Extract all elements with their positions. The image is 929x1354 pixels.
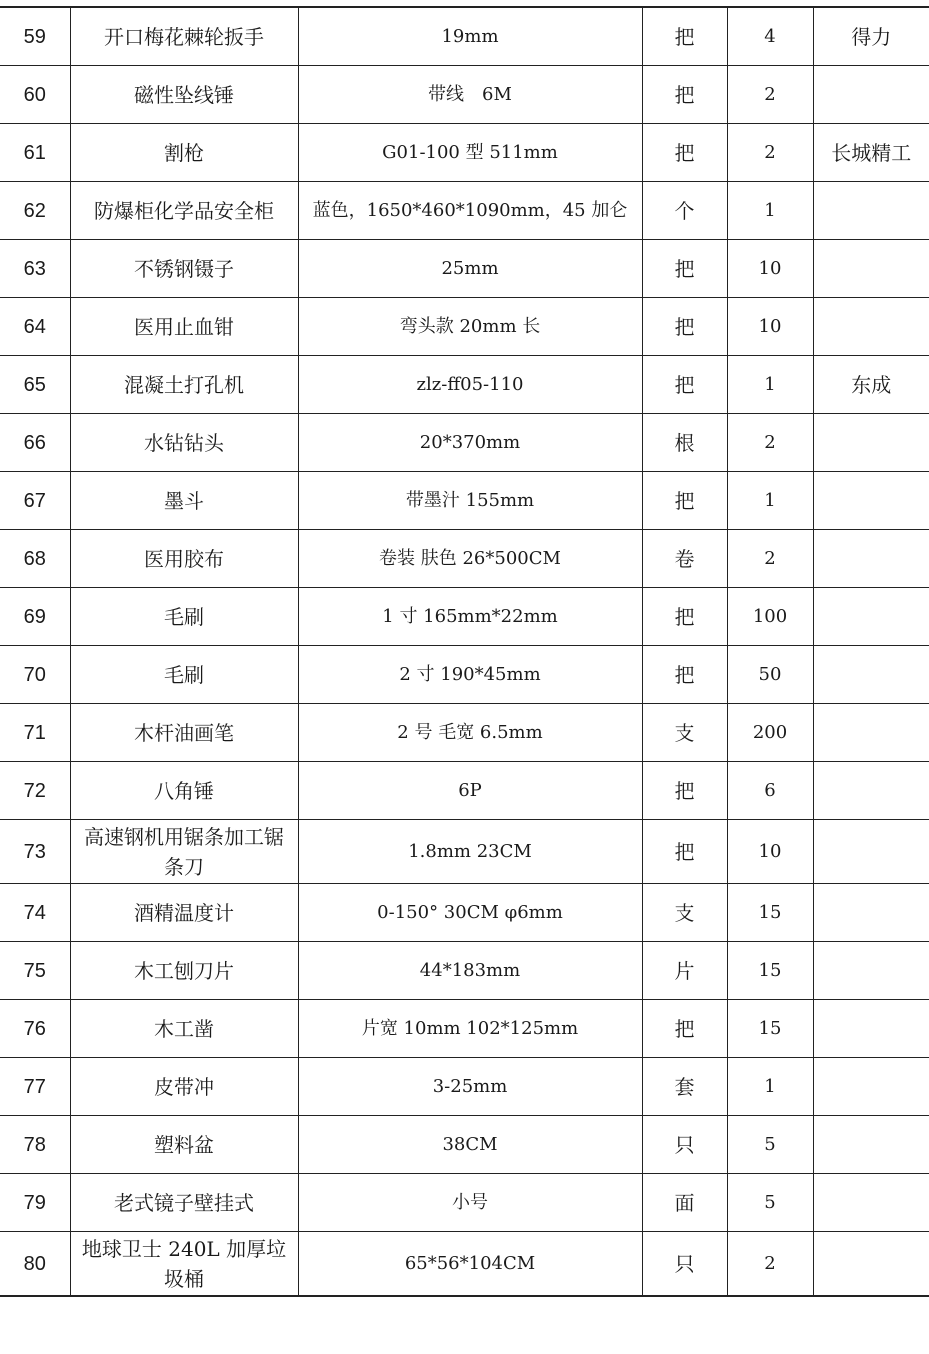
item-quantity-cell: 5 <box>727 1174 813 1232</box>
item-brand-cell <box>813 884 929 942</box>
item-quantity-cell: 6 <box>727 762 813 820</box>
item-unit-cell: 支 <box>642 704 727 762</box>
item-brand-cell <box>813 414 929 472</box>
table-row <box>0 472 929 530</box>
item-name-cell: 八角锤 <box>70 762 298 820</box>
item-name-cell: 毛刷 <box>70 588 298 646</box>
item-quantity-cell: 1 <box>727 1058 813 1116</box>
table-row <box>0 1232 929 1297</box>
item-brand-cell <box>813 472 929 530</box>
item-unit-cell: 根 <box>642 414 727 472</box>
item-name-cell: 不锈钢镊子 <box>70 240 298 298</box>
item-brand-cell <box>813 1174 929 1232</box>
item-brand-cell <box>813 1058 929 1116</box>
row-number-cell: 60 <box>0 66 70 124</box>
item-brand-cell <box>813 1000 929 1058</box>
item-unit-cell: 把 <box>642 7 727 66</box>
item-quantity-cell: 15 <box>727 884 813 942</box>
item-spec-cell: 小号 <box>298 1174 642 1232</box>
item-spec-cell: 38CM <box>298 1116 642 1174</box>
row-number-cell: 69 <box>0 588 70 646</box>
item-spec-cell: 19mm <box>298 7 642 66</box>
item-unit-cell: 把 <box>642 1000 727 1058</box>
item-unit-cell: 把 <box>642 356 727 414</box>
item-unit-cell: 只 <box>642 1232 727 1297</box>
row-number-cell: 66 <box>0 414 70 472</box>
row-number-cell: 65 <box>0 356 70 414</box>
item-name-cell: 皮带冲 <box>70 1058 298 1116</box>
item-quantity-cell: 1 <box>727 356 813 414</box>
item-brand-cell <box>813 762 929 820</box>
item-brand-cell <box>813 588 929 646</box>
item-name-cell: 防爆柜化学品安全柜 <box>70 182 298 240</box>
item-quantity-cell: 10 <box>727 240 813 298</box>
item-spec-cell: 25mm <box>298 240 642 298</box>
row-number-cell: 78 <box>0 1116 70 1174</box>
row-number-cell: 61 <box>0 124 70 182</box>
table-row <box>0 124 929 182</box>
table-row <box>0 356 929 414</box>
item-name-cell: 木工刨刀片 <box>70 942 298 1000</box>
item-name-cell: 混凝土打孔机 <box>70 356 298 414</box>
row-number-cell: 73 <box>0 820 70 884</box>
item-quantity-cell: 10 <box>727 820 813 884</box>
table-row <box>0 646 929 704</box>
item-spec-cell: 片宽 10mm 102*125mm <box>298 1000 642 1058</box>
item-unit-cell: 支 <box>642 884 727 942</box>
item-unit-cell: 把 <box>642 472 727 530</box>
item-quantity-cell: 2 <box>727 1232 813 1297</box>
item-spec-cell: 蓝色，1650*460*1090mm，45 加仑 <box>298 182 642 240</box>
item-brand-cell <box>813 942 929 1000</box>
item-brand-cell <box>813 182 929 240</box>
item-name-cell: 割枪 <box>70 124 298 182</box>
item-unit-cell: 把 <box>642 820 727 884</box>
item-quantity-cell: 50 <box>727 646 813 704</box>
row-number-cell: 63 <box>0 240 70 298</box>
item-brand-cell: 得力 <box>813 7 929 66</box>
item-name-cell: 墨斗 <box>70 472 298 530</box>
item-spec-cell: 带墨汁 155mm <box>298 472 642 530</box>
item-spec-cell: 3-25mm <box>298 1058 642 1116</box>
table-row <box>0 1116 929 1174</box>
item-brand-cell <box>813 704 929 762</box>
item-quantity-cell: 5 <box>727 1116 813 1174</box>
row-number-cell: 71 <box>0 704 70 762</box>
table-row <box>0 298 929 356</box>
item-name-cell: 医用止血钳 <box>70 298 298 356</box>
equipment-list-table <box>0 6 929 1297</box>
table-row <box>0 1174 929 1232</box>
item-name-cell: 毛刷 <box>70 646 298 704</box>
item-quantity-cell: 1 <box>727 182 813 240</box>
item-name-cell: 高速钢机用锯条加工锯条刀 <box>70 820 298 884</box>
item-unit-cell: 把 <box>642 588 727 646</box>
item-spec-cell: 2 寸 190*45mm <box>298 646 642 704</box>
item-quantity-cell: 200 <box>727 704 813 762</box>
item-unit-cell: 把 <box>642 124 727 182</box>
table-row <box>0 7 929 66</box>
table-row <box>0 414 929 472</box>
item-quantity-cell: 2 <box>727 530 813 588</box>
item-brand-cell <box>813 1232 929 1297</box>
item-name-cell: 地球卫士 240L 加厚垃圾桶 <box>70 1232 298 1297</box>
row-number-cell: 64 <box>0 298 70 356</box>
item-quantity-cell: 15 <box>727 942 813 1000</box>
item-brand-cell <box>813 1116 929 1174</box>
item-unit-cell: 把 <box>642 240 727 298</box>
row-number-cell: 67 <box>0 472 70 530</box>
row-number-cell: 68 <box>0 530 70 588</box>
item-name-cell: 酒精温度计 <box>70 884 298 942</box>
item-unit-cell: 把 <box>642 762 727 820</box>
item-spec-cell: 44*183mm <box>298 942 642 1000</box>
item-unit-cell: 片 <box>642 942 727 1000</box>
item-unit-cell: 把 <box>642 66 727 124</box>
item-name-cell: 医用胶布 <box>70 530 298 588</box>
item-name-cell: 木工凿 <box>70 1000 298 1058</box>
row-number-cell: 79 <box>0 1174 70 1232</box>
item-brand-cell <box>813 66 929 124</box>
item-spec-cell: 弯头款 20mm 长 <box>298 298 642 356</box>
item-spec-cell: G01-100 型 511mm <box>298 124 642 182</box>
item-spec-cell: 2 号 毛宽 6.5mm <box>298 704 642 762</box>
item-quantity-cell: 100 <box>727 588 813 646</box>
row-number-cell: 75 <box>0 942 70 1000</box>
item-unit-cell: 个 <box>642 182 727 240</box>
item-brand-cell: 东成 <box>813 356 929 414</box>
item-unit-cell: 只 <box>642 1116 727 1174</box>
item-brand-cell <box>813 298 929 356</box>
item-spec-cell: 0-150° 30CM φ6mm <box>298 884 642 942</box>
row-number-cell: 76 <box>0 1000 70 1058</box>
row-number-cell: 62 <box>0 182 70 240</box>
table-row <box>0 820 929 884</box>
row-number-cell: 74 <box>0 884 70 942</box>
row-number-cell: 59 <box>0 7 70 66</box>
item-spec-cell: 带线 6M <box>298 66 642 124</box>
table-row <box>0 884 929 942</box>
item-spec-cell: 1 寸 165mm*22mm <box>298 588 642 646</box>
item-spec-cell: 1.8mm 23CM <box>298 820 642 884</box>
item-quantity-cell: 15 <box>727 1000 813 1058</box>
item-name-cell: 塑料盆 <box>70 1116 298 1174</box>
item-unit-cell: 卷 <box>642 530 727 588</box>
row-number-cell: 72 <box>0 762 70 820</box>
item-spec-cell: zlz-ff05-110 <box>298 356 642 414</box>
item-name-cell: 开口梅花棘轮扳手 <box>70 7 298 66</box>
item-quantity-cell: 1 <box>727 472 813 530</box>
item-spec-cell: 20*370mm <box>298 414 642 472</box>
table-row <box>0 182 929 240</box>
item-spec-cell: 6P <box>298 762 642 820</box>
item-name-cell: 老式镜子壁挂式 <box>70 1174 298 1232</box>
item-brand-cell <box>813 820 929 884</box>
item-spec-cell: 卷装 肤色 26*500CM <box>298 530 642 588</box>
item-quantity-cell: 2 <box>727 66 813 124</box>
table-row <box>0 1058 929 1116</box>
item-brand-cell <box>813 530 929 588</box>
table-row <box>0 66 929 124</box>
item-unit-cell: 套 <box>642 1058 727 1116</box>
row-number-cell: 77 <box>0 1058 70 1116</box>
item-spec-cell: 65*56*104CM <box>298 1232 642 1297</box>
item-quantity-cell: 10 <box>727 298 813 356</box>
item-quantity-cell: 2 <box>727 414 813 472</box>
item-brand-cell <box>813 240 929 298</box>
item-quantity-cell: 4 <box>727 7 813 66</box>
table-row <box>0 1000 929 1058</box>
table-row <box>0 942 929 1000</box>
item-brand-cell: 长城精工 <box>813 124 929 182</box>
item-quantity-cell: 2 <box>727 124 813 182</box>
table-row <box>0 762 929 820</box>
table-row <box>0 704 929 762</box>
table-body <box>0 7 929 1296</box>
item-name-cell: 磁性坠线锤 <box>70 66 298 124</box>
item-unit-cell: 面 <box>642 1174 727 1232</box>
row-number-cell: 80 <box>0 1232 70 1297</box>
item-unit-cell: 把 <box>642 646 727 704</box>
item-name-cell: 水钻钻头 <box>70 414 298 472</box>
row-number-cell: 70 <box>0 646 70 704</box>
item-brand-cell <box>813 646 929 704</box>
item-name-cell: 木杆油画笔 <box>70 704 298 762</box>
table-row <box>0 530 929 588</box>
item-unit-cell: 把 <box>642 298 727 356</box>
table-row <box>0 588 929 646</box>
table-row <box>0 240 929 298</box>
